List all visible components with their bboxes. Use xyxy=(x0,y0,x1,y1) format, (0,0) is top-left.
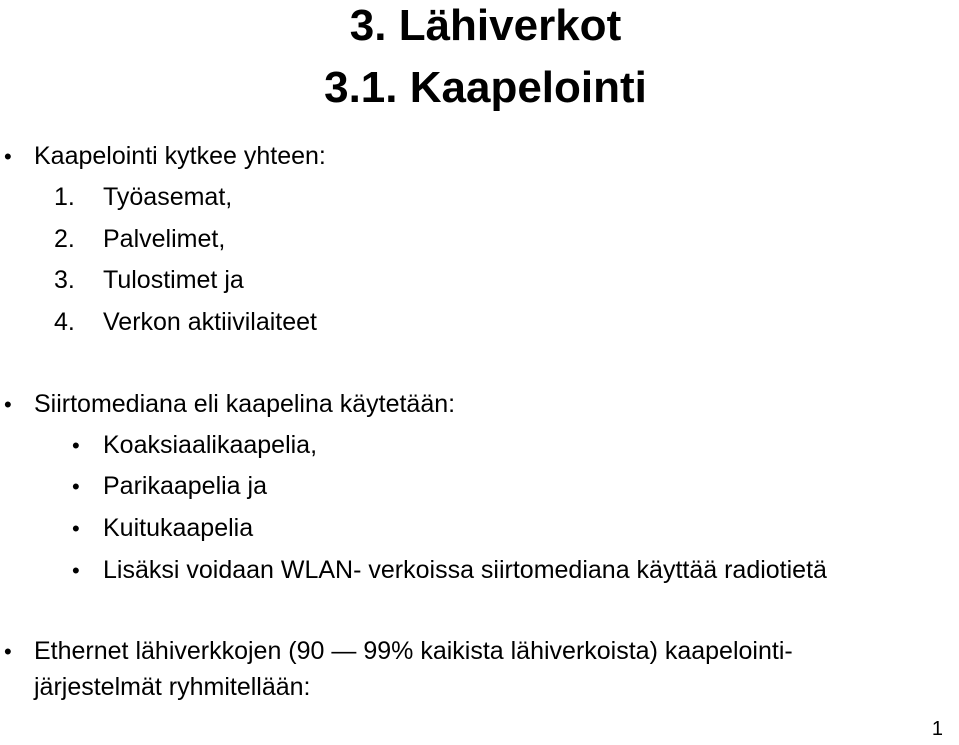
list-item: Koaksiaalikaapelia, xyxy=(103,431,318,459)
list-item-number: 1. xyxy=(54,183,75,211)
list-item-number: 4. xyxy=(54,308,75,336)
list-item: Parikaapelia ja xyxy=(103,472,267,500)
bullet-icon: • xyxy=(72,558,80,583)
paragraph-line: järjestelmät ryhmitellään: xyxy=(34,673,311,701)
paragraph-line: Ethernet lähiverkkojen (90 — 99% kaikista lähiverkoista) kaapelointi- xyxy=(34,637,793,665)
list-item: Palvelimet, xyxy=(103,225,226,253)
section-heading: Kaapelointi kytkee yhteen: xyxy=(34,142,326,170)
page-number: 1 xyxy=(931,718,943,740)
list-item: Verkon aktiivilaiteet xyxy=(103,308,318,336)
slide-subtitle: 3.1. Kaapelointi xyxy=(324,63,647,112)
bullet-icon: • xyxy=(4,639,12,664)
slide-title: 3. Lähiverkot xyxy=(349,1,622,50)
bullet-icon: • xyxy=(72,433,80,458)
bullet-icon: • xyxy=(4,392,12,417)
list-item: Tulostimet ja xyxy=(103,266,244,294)
section-heading: Siirtomediana eli kaapelina käytetään: xyxy=(34,390,456,418)
list-item: Kuitukaapelia xyxy=(103,514,254,542)
list-item: Työasemat, xyxy=(103,183,233,211)
bullet-icon: • xyxy=(72,516,80,541)
list-item: Lisäksi voidaan WLAN- verkoissa siirtomediana käyttää radiotietä xyxy=(103,556,827,584)
bullet-icon: • xyxy=(4,144,12,169)
list-item-number: 3. xyxy=(54,266,75,294)
bullet-icon: • xyxy=(72,474,80,499)
list-item-number: 2. xyxy=(54,225,75,253)
